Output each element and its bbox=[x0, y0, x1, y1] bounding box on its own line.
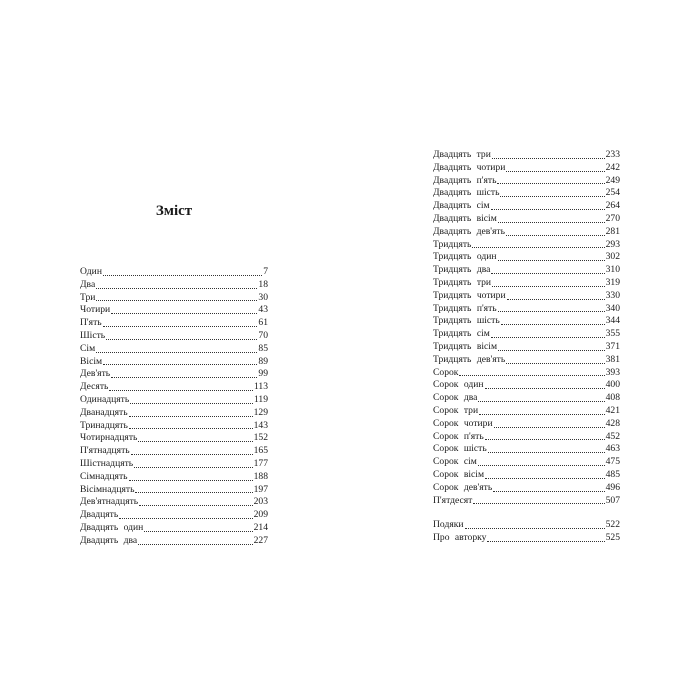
dot-leader bbox=[507, 299, 605, 300]
toc-entry bbox=[433, 341, 620, 354]
dot-leader bbox=[119, 518, 252, 519]
entry-title: Сорок три bbox=[433, 404, 479, 416]
entry-page-number: 264 bbox=[605, 200, 620, 212]
toc-entry bbox=[80, 343, 268, 356]
entry-page-number: 7 bbox=[263, 266, 268, 277]
dot-leader bbox=[478, 465, 605, 466]
entry-page-number: 281 bbox=[605, 225, 620, 237]
dot-leader bbox=[103, 326, 258, 327]
entry-page-number: 371 bbox=[605, 340, 620, 352]
toc-entry bbox=[80, 496, 268, 509]
toc-entry bbox=[433, 239, 620, 252]
entry-page-number: 61 bbox=[258, 317, 268, 329]
dot-leader bbox=[138, 441, 252, 442]
entry-page-number: 70 bbox=[258, 329, 268, 341]
dot-leader bbox=[498, 350, 605, 351]
toc-entry bbox=[80, 458, 268, 471]
toc-entry bbox=[433, 367, 620, 380]
toc-entry bbox=[80, 304, 268, 317]
entry-title: Чотири bbox=[80, 304, 111, 316]
entry-page-number: 400 bbox=[605, 379, 620, 391]
entry-title: Подяки bbox=[433, 519, 464, 530]
entry-title: Тридцять дев'ять bbox=[433, 353, 506, 365]
dot-leader bbox=[491, 273, 604, 274]
entry-title: Двадцять два bbox=[80, 534, 138, 546]
entry-page-number: 293 bbox=[605, 238, 620, 250]
toc-entry bbox=[80, 420, 268, 433]
entry-page-number: 330 bbox=[605, 289, 620, 301]
dot-leader bbox=[138, 544, 252, 545]
entry-page-number: 165 bbox=[253, 445, 268, 457]
entry-page-number: 203 bbox=[253, 496, 268, 508]
toc-entry bbox=[433, 392, 620, 405]
entry-page-number: 522 bbox=[605, 519, 620, 530]
entry-page-number: 242 bbox=[605, 161, 620, 173]
toc-entry bbox=[433, 290, 620, 303]
toc-entry bbox=[80, 445, 268, 458]
toc-entry bbox=[80, 317, 268, 330]
entry-title: Сорок один bbox=[433, 379, 484, 391]
entry-title: Тридцять вісім bbox=[433, 340, 498, 352]
entry-title: П'ятнадцять bbox=[80, 445, 130, 457]
entry-title: Про авторку bbox=[433, 531, 487, 543]
toc-entry bbox=[433, 405, 620, 418]
toc-entry bbox=[80, 279, 268, 292]
entry-title: Сорок bbox=[433, 366, 459, 378]
dot-leader bbox=[485, 388, 605, 389]
toc-entry bbox=[80, 292, 268, 305]
toc-entry bbox=[433, 431, 620, 444]
entry-title: Дванадцять bbox=[80, 406, 128, 418]
dot-leader bbox=[473, 503, 604, 504]
dot-leader bbox=[103, 275, 262, 276]
toc-entry bbox=[433, 379, 620, 392]
dot-leader bbox=[488, 452, 605, 453]
dot-leader bbox=[506, 235, 605, 236]
dot-leader bbox=[129, 416, 253, 417]
entry-title: Сімнадцять bbox=[80, 470, 128, 482]
toc-entry bbox=[80, 266, 268, 279]
dot-leader bbox=[134, 467, 252, 468]
dot-leader bbox=[491, 337, 605, 338]
entry-page-number: 485 bbox=[605, 468, 620, 480]
toc-entry bbox=[433, 354, 620, 367]
entry-page-number: 85 bbox=[258, 342, 268, 354]
entry-page-number: 197 bbox=[253, 483, 268, 495]
entry-page-number: 344 bbox=[605, 315, 620, 327]
entry-page-number: 99 bbox=[258, 368, 268, 380]
entry-title: Чотирнадцять bbox=[80, 432, 138, 444]
toc-entry bbox=[80, 381, 268, 394]
entry-title: Два bbox=[80, 278, 96, 290]
entry-title: Тридцять чотири bbox=[433, 289, 506, 301]
toc-entry bbox=[433, 495, 620, 508]
dot-leader bbox=[111, 377, 257, 378]
entry-page-number: 233 bbox=[605, 149, 620, 160]
entry-title: Двадцять п'ять bbox=[433, 174, 497, 186]
dot-leader bbox=[497, 183, 604, 184]
entry-page-number: 393 bbox=[605, 366, 620, 378]
dot-leader bbox=[491, 209, 605, 210]
toc-entry bbox=[80, 432, 268, 445]
entry-title: Дев'ять bbox=[80, 368, 111, 380]
entry-page-number: 525 bbox=[605, 531, 620, 543]
entry-title: Шість bbox=[80, 329, 106, 341]
toc-entry bbox=[433, 519, 620, 532]
toc-list-left bbox=[80, 266, 268, 548]
toc-entry bbox=[433, 303, 620, 316]
entry-page-number: 143 bbox=[253, 419, 268, 431]
entry-page-number: 428 bbox=[605, 417, 620, 429]
toc-entry bbox=[80, 368, 268, 381]
right-page bbox=[350, 0, 700, 700]
toc-list-right bbox=[433, 149, 620, 507]
entry-page-number: 129 bbox=[253, 406, 268, 418]
entry-title: Двадцять bbox=[80, 509, 119, 521]
dot-leader bbox=[139, 505, 252, 506]
dot-leader bbox=[129, 480, 253, 481]
entry-title: Тридцять два bbox=[433, 264, 491, 276]
entry-page-number: 475 bbox=[605, 456, 620, 468]
entry-title: Сорок сім bbox=[433, 456, 477, 468]
dot-leader bbox=[498, 260, 605, 261]
entry-title: Двадцять вісім bbox=[433, 212, 497, 224]
entry-title: Шістнадцять bbox=[80, 457, 134, 469]
entry-page-number: 452 bbox=[605, 430, 620, 442]
entry-page-number: 355 bbox=[605, 328, 620, 340]
entry-title: Тридцять bbox=[433, 238, 472, 250]
dot-leader bbox=[135, 492, 252, 493]
dot-leader bbox=[103, 364, 257, 365]
entry-title: Двадцять три bbox=[433, 149, 491, 160]
entry-title: Дев'ятнадцять bbox=[80, 496, 139, 508]
entry-title: Сорок шість bbox=[433, 443, 487, 455]
entry-page-number: 270 bbox=[605, 212, 620, 224]
toc-entry bbox=[433, 187, 620, 200]
toc-entry bbox=[80, 394, 268, 407]
dot-leader bbox=[130, 403, 253, 404]
entry-title: Двадцять один bbox=[80, 521, 144, 533]
dot-leader bbox=[96, 352, 257, 353]
toc-entry bbox=[433, 277, 620, 290]
entry-page-number: 254 bbox=[605, 187, 620, 199]
dot-leader bbox=[498, 311, 605, 312]
toc-entry bbox=[80, 356, 268, 369]
toc-entry bbox=[433, 251, 620, 264]
toc-entry bbox=[433, 162, 620, 175]
entry-title: Вісім bbox=[80, 355, 103, 367]
entry-page-number: 310 bbox=[605, 264, 620, 276]
toc-entry bbox=[80, 535, 268, 548]
entry-page-number: 408 bbox=[605, 392, 620, 404]
entry-title: Три bbox=[80, 291, 96, 303]
toc-entry bbox=[433, 418, 620, 431]
toc-entry bbox=[433, 226, 620, 239]
toc-list-back-matter bbox=[433, 519, 620, 545]
toc-entry bbox=[80, 484, 268, 497]
dot-leader bbox=[109, 390, 253, 391]
entry-title: Один bbox=[80, 266, 102, 277]
dot-leader bbox=[96, 288, 257, 289]
entry-page-number: 152 bbox=[253, 432, 268, 444]
toc-entry bbox=[80, 522, 268, 535]
toc-entry bbox=[80, 330, 268, 343]
toc-entry bbox=[80, 509, 268, 522]
entry-page-number: 43 bbox=[258, 304, 268, 316]
entry-page-number: 302 bbox=[605, 251, 620, 263]
dot-leader bbox=[498, 222, 605, 223]
entry-page-number: 177 bbox=[253, 457, 268, 469]
dot-leader bbox=[106, 339, 257, 340]
entry-page-number: 249 bbox=[605, 174, 620, 186]
entry-page-number: 496 bbox=[605, 481, 620, 493]
entry-page-number: 421 bbox=[605, 404, 620, 416]
toc-entry bbox=[80, 471, 268, 484]
entry-title: Сорок дев'ять bbox=[433, 481, 493, 493]
entry-page-number: 507 bbox=[605, 494, 620, 506]
toc-entry bbox=[433, 443, 620, 456]
dot-leader bbox=[131, 454, 253, 455]
entry-title: Сім bbox=[80, 342, 96, 354]
dot-leader bbox=[459, 375, 604, 376]
toc-entry bbox=[433, 482, 620, 495]
entry-page-number: 30 bbox=[258, 291, 268, 303]
entry-page-number: 214 bbox=[253, 521, 268, 533]
dot-leader bbox=[485, 439, 605, 440]
entry-page-number: 340 bbox=[605, 302, 620, 314]
dot-leader bbox=[500, 196, 604, 197]
entry-title: Сорок вісім bbox=[433, 468, 485, 480]
toc-entry bbox=[433, 213, 620, 226]
entry-page-number: 381 bbox=[605, 353, 620, 365]
entry-page-number: 209 bbox=[253, 509, 268, 521]
dot-leader bbox=[493, 491, 604, 492]
dot-leader bbox=[492, 158, 605, 159]
entry-page-number: 119 bbox=[253, 393, 268, 405]
entry-title: Сорок два bbox=[433, 392, 478, 404]
entry-title: Тридцять сім bbox=[433, 328, 490, 340]
dot-leader bbox=[494, 427, 605, 428]
dot-leader bbox=[465, 528, 605, 529]
entry-title: Десять bbox=[80, 381, 109, 393]
toc-entry bbox=[433, 315, 620, 328]
toc-entry bbox=[433, 328, 620, 341]
dot-leader bbox=[96, 300, 257, 301]
dot-leader bbox=[485, 478, 605, 479]
entry-page-number: 89 bbox=[258, 355, 268, 367]
entry-title: П'ять bbox=[80, 317, 102, 329]
toc-entry bbox=[433, 175, 620, 188]
entry-title: Тридцять три bbox=[433, 276, 492, 288]
entry-title: Сорок п'ять bbox=[433, 430, 484, 442]
dot-leader bbox=[487, 541, 604, 542]
toc-title: Зміст bbox=[155, 203, 193, 219]
dot-leader bbox=[111, 313, 257, 314]
dot-leader bbox=[129, 428, 253, 429]
entry-page-number: 227 bbox=[253, 534, 268, 546]
dot-leader bbox=[506, 171, 604, 172]
toc-entry bbox=[433, 456, 620, 469]
entry-title: Двадцять дев'ять bbox=[433, 225, 505, 237]
entry-page-number: 188 bbox=[253, 470, 268, 482]
entry-title: П'ятдесят bbox=[433, 494, 473, 506]
dot-leader bbox=[478, 401, 604, 402]
entry-page-number: 319 bbox=[605, 276, 620, 288]
toc-entry bbox=[433, 149, 620, 162]
dot-leader bbox=[492, 286, 605, 287]
dot-leader bbox=[144, 531, 252, 532]
entry-title: Тридцять один bbox=[433, 251, 497, 263]
entry-title: Тринадцять bbox=[80, 419, 128, 431]
dot-leader bbox=[472, 247, 604, 248]
dot-leader bbox=[506, 363, 604, 364]
entry-title: Вісімнадцять bbox=[80, 483, 135, 495]
entry-page-number: 463 bbox=[605, 443, 620, 455]
dot-leader bbox=[479, 414, 605, 415]
toc-entry bbox=[433, 532, 620, 545]
dot-leader bbox=[501, 324, 605, 325]
entry-title: Тридцять шість bbox=[433, 315, 500, 327]
toc-entry bbox=[433, 200, 620, 213]
entry-title: Двадцять чотири bbox=[433, 161, 506, 173]
entry-page-number: 113 bbox=[253, 381, 268, 393]
toc-entry bbox=[433, 264, 620, 277]
entry-title: Одинадцять bbox=[80, 393, 130, 405]
toc-entry bbox=[80, 407, 268, 420]
entry-title: Двадцять сім bbox=[433, 200, 490, 212]
entry-page-number: 18 bbox=[258, 278, 268, 290]
entry-title: Двадцять шість bbox=[433, 187, 500, 199]
entry-title: Сорок чотири bbox=[433, 417, 493, 429]
toc-entry bbox=[433, 469, 620, 482]
entry-title: Тридцять п'ять bbox=[433, 302, 497, 314]
